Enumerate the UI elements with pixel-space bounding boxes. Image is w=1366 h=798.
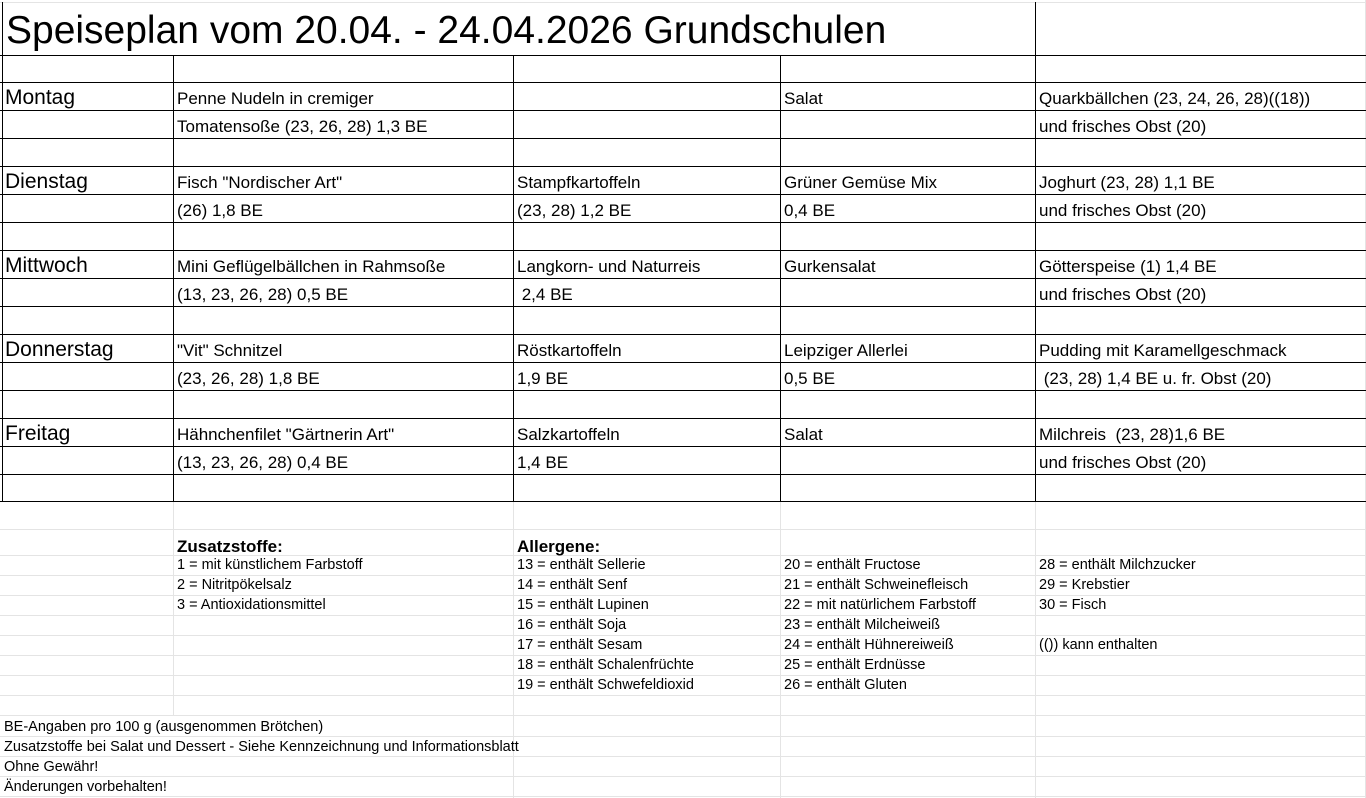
table-border — [0, 278, 1366, 279]
day-label: Mittwoch — [5, 254, 88, 277]
grid-line — [173, 501, 174, 715]
side-dish: Stampfkartoffeln — [517, 173, 641, 192]
table-border — [780, 55, 781, 501]
allergen-item: 24 = enthält Hühnereiweiß — [784, 637, 954, 653]
allergen-item: 17 = enthält Sesam — [517, 637, 643, 653]
table-border — [0, 362, 1366, 363]
dessert: und frisches Obst (20) — [1039, 453, 1207, 472]
vegetable: Gurkensalat — [784, 257, 876, 276]
side-dish: (23, 28) 1,2 BE — [517, 201, 632, 220]
grid-line — [0, 756, 1366, 757]
dessert: und frisches Obst (20) — [1039, 201, 1207, 220]
table-border — [173, 55, 174, 501]
grid-line — [0, 776, 1366, 777]
allergen-item: 29 = Krebstier — [1039, 577, 1130, 593]
footer-note: Zusatzstoffe bei Salat und Dessert - Siehe Kennzeichnung und Informationsblatt — [4, 739, 519, 755]
main-dish: "Vit" Schnitzel — [177, 341, 283, 360]
day-label: Montag — [5, 86, 76, 109]
grid-line — [780, 501, 781, 798]
table-border — [0, 138, 1366, 139]
main-dish: Penne Nudeln in cremiger — [177, 89, 374, 108]
dessert: und frisches Obst (20) — [1039, 117, 1207, 136]
grid-line — [0, 529, 1366, 530]
vegetable: Salat — [784, 425, 823, 444]
table-border — [1035, 2, 1036, 502]
side-dish: Salzkartoffeln — [517, 425, 620, 444]
side-dish: 2,4 BE — [517, 285, 573, 304]
additives-heading: Zusatzstoffe: — [177, 537, 283, 556]
main-dish: (13, 23, 26, 28) 0,5 BE — [177, 285, 349, 304]
footer-note: BE-Angaben pro 100 g (ausgenommen Brötchen) — [4, 719, 324, 735]
dessert: Milchreis (23, 28)1,6 BE — [1039, 425, 1226, 444]
side-dish: Röstkartoffeln — [517, 341, 622, 360]
table-border — [0, 222, 1366, 223]
allergen-item: 20 = enthält Fructose — [784, 557, 921, 573]
vegetable: Leipziger Allerlei — [784, 341, 908, 360]
grid-line — [0, 615, 1366, 616]
table-border — [0, 166, 1366, 167]
table-border — [0, 110, 1366, 111]
footer-note: Ohne Gewähr! — [4, 759, 99, 775]
grid-line — [0, 675, 1366, 676]
day-label: Dienstag — [5, 170, 88, 193]
side-dish: Langkorn- und Naturreis — [517, 257, 701, 276]
allergen-item: 25 = enthält Erdnüsse — [784, 657, 926, 673]
table-border — [0, 306, 1366, 307]
table-border — [2, 2, 3, 502]
dessert: Pudding mit Karamellgeschmack — [1039, 341, 1287, 360]
table-border — [0, 474, 1366, 475]
allergen-item: 21 = enthält Schweinefleisch — [784, 577, 969, 593]
additive-item: 2 = Nitritpökelsalz — [177, 577, 292, 593]
table-border — [0, 418, 1366, 419]
dessert: und frisches Obst (20) — [1039, 285, 1207, 304]
table-border — [0, 501, 1366, 502]
day-label: Freitag — [5, 422, 71, 445]
allergen-item: 16 = enthält Soja — [517, 617, 627, 633]
allergen-item: 13 = enthält Sellerie — [517, 557, 646, 573]
grid-line — [0, 715, 1366, 716]
main-dish: Tomatensoße (23, 26, 28) 1,3 BE — [177, 117, 428, 136]
grid-line — [0, 736, 1366, 737]
grid-line — [0, 635, 1366, 636]
side-dish: 1,4 BE — [517, 453, 569, 472]
vegetable: 0,5 BE — [784, 369, 836, 388]
allergen-item: 14 = enthält Senf — [517, 577, 628, 593]
footer-note: Änderungen vorbehalten! — [4, 779, 167, 795]
table-border — [0, 390, 1366, 391]
allergen-note: (()) kann enthalten — [1039, 637, 1158, 653]
table-border — [0, 194, 1366, 195]
dessert: Quarkbällchen (23, 24, 26, 28)((18)) — [1039, 89, 1311, 108]
grid-line — [0, 575, 1366, 576]
side-dish: 1,9 BE — [517, 369, 569, 388]
dessert: (23, 28) 1,4 BE u. fr. Obst (20) — [1039, 369, 1272, 388]
allergen-item: 15 = enthält Lupinen — [517, 597, 649, 613]
allergens-heading: Allergene: — [517, 537, 601, 556]
allergen-item: 26 = enthält Gluten — [784, 677, 907, 693]
allergen-item: 22 = mit natürlichem Farbstoff — [784, 597, 976, 613]
grid-line — [0, 2, 1366, 3]
allergen-item: 19 = enthält Schwefeldioxid — [517, 677, 694, 693]
table-border — [0, 334, 1366, 335]
table-border — [0, 446, 1366, 447]
allergen-item: 18 = enthält Schalenfrüchte — [517, 657, 694, 673]
main-dish: (26) 1,8 BE — [177, 201, 263, 220]
main-dish: (13, 23, 26, 28) 0,4 BE — [177, 453, 349, 472]
main-dish: Mini Geflügelbällchen in Rahmsoße — [177, 257, 446, 276]
page-title: Speiseplan vom 20.04. - 24.04.2026 Grundschulen — [6, 9, 887, 52]
main-dish: Fisch "Nordischer Art" — [177, 173, 343, 192]
dessert: Joghurt (23, 28) 1,1 BE — [1039, 173, 1215, 192]
allergen-item: 23 = enthält Milcheiweiß — [784, 617, 940, 633]
additive-item: 3 = Antioxidationsmittel — [177, 597, 326, 613]
table-border — [0, 250, 1366, 251]
table-border — [0, 82, 1366, 83]
additive-item: 1 = mit künstlichem Farbstoff — [177, 557, 363, 573]
allergen-item: 28 = enthält Milchzucker — [1039, 557, 1196, 573]
vegetable: Grüner Gemüse Mix — [784, 173, 938, 192]
dessert: Götterspeise (1) 1,4 BE — [1039, 257, 1217, 276]
grid-line — [0, 595, 1366, 596]
table-border — [0, 55, 1366, 56]
vegetable: 0,4 BE — [784, 201, 836, 220]
grid-line — [0, 796, 1366, 797]
main-dish: (23, 26, 28) 1,8 BE — [177, 369, 320, 388]
grid-line — [0, 695, 1366, 696]
grid-line — [1035, 501, 1036, 798]
main-dish: Hähnchenfilet "Gärtnerin Art" — [177, 425, 395, 444]
grid-line — [0, 655, 1366, 656]
vegetable: Salat — [784, 89, 823, 108]
day-label: Donnerstag — [5, 338, 114, 361]
allergen-item: 30 = Fisch — [1039, 597, 1107, 613]
table-border — [513, 55, 514, 501]
